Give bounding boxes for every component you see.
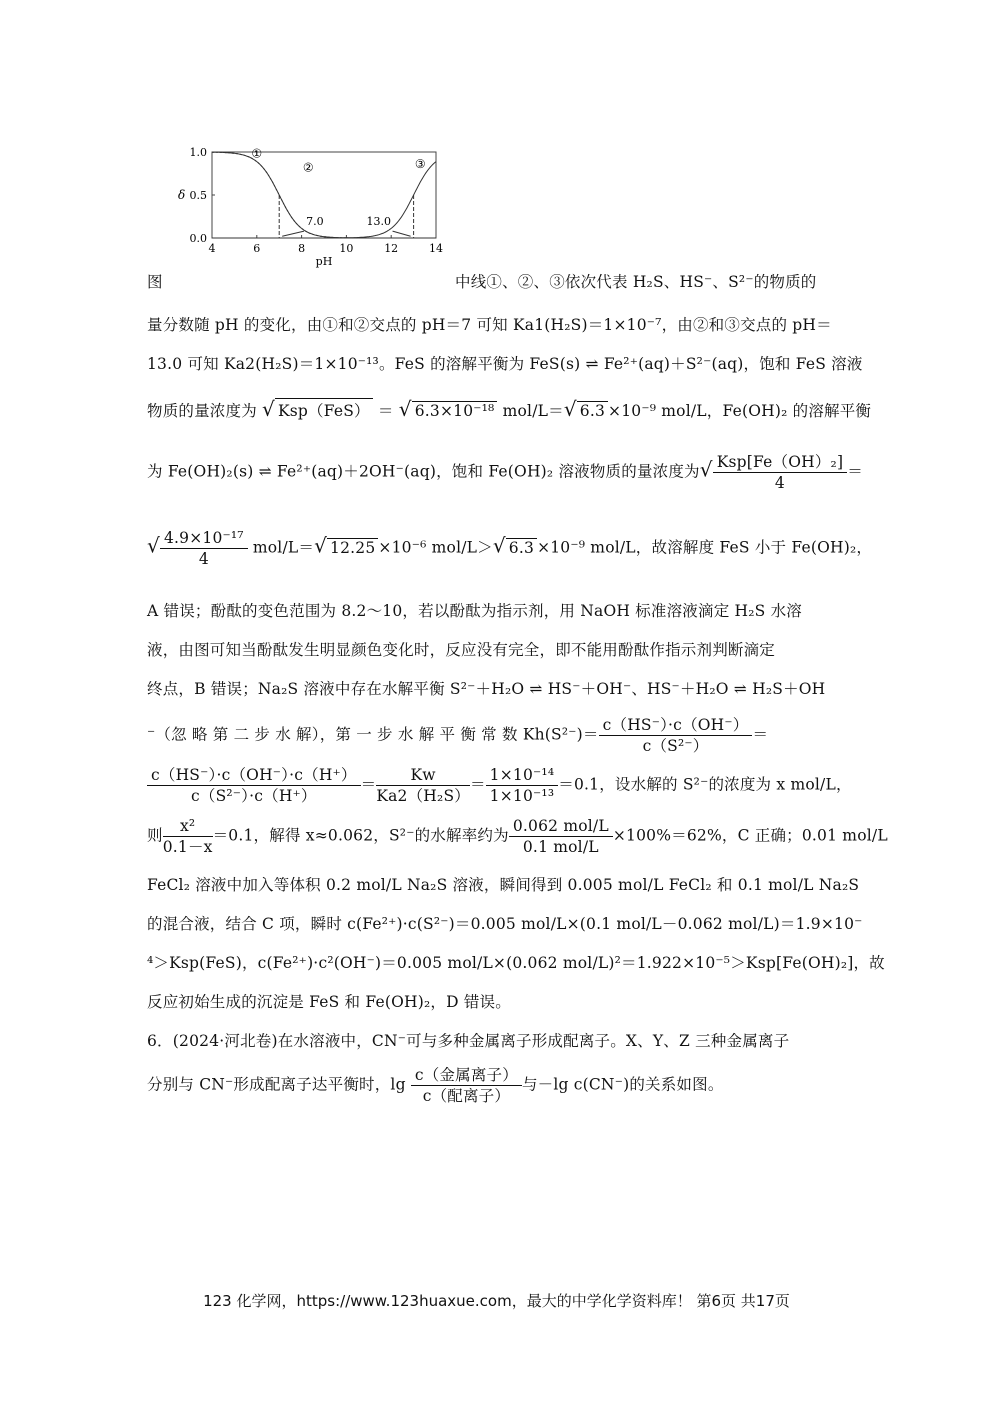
- series-line-3: [212, 162, 436, 238]
- annotation-arrow: [282, 231, 304, 236]
- series-line-2: [212, 152, 436, 238]
- x-tick-label: 4: [208, 242, 216, 255]
- x-axis-label: pH: [315, 255, 333, 268]
- annotation-arrow: [393, 231, 411, 236]
- text-line-7: A 错误；酚酞的变色范围为 8.2～10，若以酚酞为指示剂，用 NaOH 标准溶液滴定 H₂S 水溶: [147, 602, 803, 620]
- x-tick-label: 14: [429, 242, 443, 255]
- text-line-12: 则 $\frac{\text{x²}}{0.1-x}$ ＝0.1，解得 x≈0.062，S²⁻的水解率约为 $\frac{\text{0.062 mol/L}}{\text{0.1 mol/L}}$ ×100%＝62%，C 正确；0.01 mol/L: [147, 817, 888, 856]
- distribution-chart: [170, 140, 460, 275]
- y-tick-label: 1.0: [189, 146, 207, 159]
- y-tick-label: 0.5: [189, 189, 207, 202]
- x-tick-label: 10: [339, 242, 354, 255]
- question-6-line-1: 6．(2024·河北卷)在水溶液中，CN⁻可与多种金属离子形成配离子。X、Y、Z 三种金属离子: [147, 1032, 790, 1050]
- question-6-line-2: 分别与 CN⁻形成配离子达平衡时，lg $\frac{\text{c（金属离子）}}{\text{c（配离子）}}$ 与－lg c(CN⁻)的关系如图。: [147, 1066, 724, 1105]
- text-line-6: √ $\frac{\text{4.9×10⁻¹⁷}}{4}$ mol/L＝√ 12.25 ×10⁻⁶ mol/L＞√ 6.3 ×10⁻⁹ mol/L，故溶解度 FeS 小于 Fe(OH)₂，: [147, 529, 873, 568]
- series-line-1: [212, 152, 436, 238]
- text-line-5: 为 Fe(OH)₂(s) ⇌ Fe²⁺(aq)＋2OH⁻(aq)，饱和 Fe(OH)₂ 溶液物质的量浓度为√ $\frac{\text{Ksp[Fe（OH）₂]}}{4}$ ＝: [147, 453, 863, 492]
- x-tick-label: 6: [253, 242, 261, 255]
- x-tick-label: 8: [298, 242, 306, 255]
- plot-frame: [212, 152, 436, 238]
- text-line-11: $\frac{c(HS^-)\cdot c(OH^-)\cdot c(H^+)}{\text{c（S²⁻）·c（H⁺）}}$ ＝ $\frac{Kw}{\text{Ka2（H₂S）}}$ ＝ $\frac{\text{1×10⁻¹⁴}}{\text{1×10⁻¹³}}$ ＝0.1，设水解的 S²⁻的浓度为 x mol/L，: [147, 765, 848, 806]
- x-tick-label: 12: [384, 242, 399, 255]
- text-line-2: 量分数随 pH 的变化，由①和②交点的 pH＝7 可知 Ka1(H₂S)＝1×10⁻⁷，由②和③交点的 pH＝: [147, 316, 832, 334]
- crossing-annotation: 7.0: [306, 215, 324, 229]
- text-line-1b: 中线①、②、③依次代表 H₂S、HS⁻、S²⁻的物质的: [455, 273, 817, 291]
- page-footer: 123 化学网，https://www.123huaxue.com，最大的中学化学资料库！ 第6页 共17页: [203, 1292, 790, 1310]
- text-line-8: 液，由图可知当酚酞发生明显颜色变化时，反应没有完全，即不能用酚酞作指示剂判断滴定: [147, 641, 776, 659]
- crossing-annotation: 13.0: [366, 215, 392, 229]
- y-tick-label: 0.0: [189, 232, 207, 245]
- series-label: ②: [302, 160, 314, 175]
- text-line-4: 物质的量浓度为 √ Ksp（FeS） ＝ √ 6.3×10⁻¹⁸ mol/L＝√ 6.3 ×10⁻⁹ mol/L，Fe(OH)₂ 的溶解平衡: [147, 397, 872, 421]
- text-line-13: FeCl₂ 溶液中加入等体积 0.2 mol/L Na₂S 溶液，瞬间得到 0.005 mol/L FeCl₂ 和 0.1 mol/L Na₂S: [147, 876, 860, 894]
- text-line-10: ⁻（忽 略 第 二 步 水 解），第 一 步 水 解 平 衡 常 数 Kh(S²⁻)＝ $\frac{c(HS^-)\cdot c(OH^-)}{\text{c（S²⁻）}}$ ＝: [147, 716, 769, 755]
- series-label: ③: [414, 157, 426, 172]
- text-line-14: 的混合液，结合 C 项，瞬时 c(Fe²⁺)·c(S²⁻)＝0.005 mol/L×(0.1 mol/L－0.062 mol/L)＝1.9×10⁻: [147, 915, 863, 933]
- figure-label: 图: [147, 273, 163, 291]
- text-line-16: 反应初始生成的沉淀是 FeS 和 Fe(OH)₂，D 错误。: [147, 993, 511, 1011]
- text-line-15: ⁴＞Ksp(FeS)，c(Fe²⁺)·c²(OH⁻)＝0.005 mol/L×(0.062 mol/L)²＝1.922×10⁻⁵＞Ksp[Fe(OH)₂]，故: [147, 954, 885, 972]
- text-line-9: 终点，B 错误；Na₂S 溶液中存在水解平衡 S²⁻＋H₂O ⇌ HS⁻＋OH⁻、HS⁻＋H₂O ⇌ H₂S＋OH: [147, 680, 826, 698]
- series-label: ①: [251, 146, 263, 161]
- text-line-3: 13.0 可知 Ka2(H₂S)＝1×10⁻¹³。FeS 的溶解平衡为 FeS(s) ⇌ Fe²⁺(aq)＋S²⁻(aq)，饱和 FeS 溶液: [147, 355, 863, 373]
- fraction-ksp: $\frac{\text{Ksp[Fe（OH）₂]}}{4}$: [713, 452, 847, 493]
- y-axis-label: δ: [178, 188, 186, 202]
